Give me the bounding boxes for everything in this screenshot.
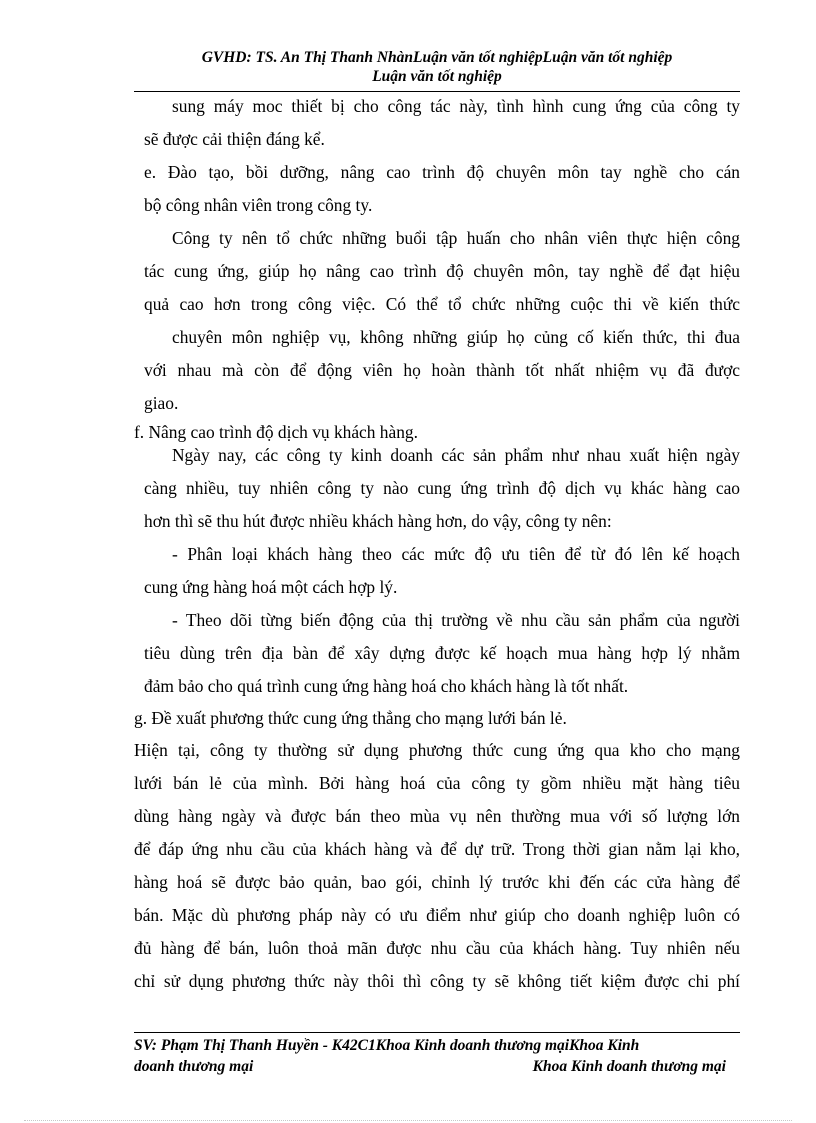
text-line: - Theo dõi từng biến động của thị trường về nhu cầu sản phẩm của người [172, 610, 740, 630]
header-line-1: GVHD: TS. An Thị Thanh NhànLuận văn tốt nghiệpLuận văn tốt nghiệp [201, 49, 673, 66]
text-line: hàng hoá sẽ được bảo quản, bao gói, chỉnh lý trước khi đến các cửa hàng để [134, 872, 740, 892]
text-line: cung ứng hàng hoá một cách hợp lý. [144, 577, 398, 597]
footer-line-1: SV: Phạm Thị Thanh Huyền - K42C1Khoa Kinh doanh thương mạiKhoa Kinh [134, 1037, 640, 1054]
text-line: đủ hàng để bán, luôn thoả mãn được nhu cầu của khách hàng. Tuy nhiên nếu [134, 938, 740, 958]
text-line: sẽ được cải thiện đáng kể. [144, 129, 325, 149]
section-heading: g. Đề xuất phương thức cung ứng thẳng cho mạng lưới bán lẻ. [134, 708, 567, 728]
text-line: đảm bảo cho quá trình cung ứng hàng hoá cho khách hàng là tốt nhất. [144, 676, 629, 696]
footer-line-2-right: Khoa Kinh doanh thương mại [532, 1058, 726, 1075]
header-divider [134, 91, 740, 92]
text-line: Hiện tại, công ty thường sử dụng phương thức cung ứng qua kho cho mạng [134, 740, 740, 760]
text-line: dùng hàng ngày và được bán theo mùa vụ nên thường mua với số lượng lớn [134, 806, 740, 826]
page-header [134, 48, 740, 86]
text-line: càng nhiều, tuy nhiên công ty nào cung ứng trình độ dịch vụ khác hàng cao [144, 478, 740, 498]
text-line: chuyên môn nghiệp vụ, không những giúp họ củng cố kiến thức, thi đua [172, 327, 740, 347]
text-line: với nhau mà còn để động viên họ hoàn thành tốt nhất nhiệm vụ đã được [144, 360, 740, 380]
footer-line-2-left: doanh thương mại [134, 1058, 254, 1075]
text-line: quả cao hơn trong công việc. Có thể tổ chức những cuộc thi về kiến thức [144, 294, 740, 314]
text-line: chỉ sử dụng phương thức này thôi thì công ty sẽ không tiết kiệm được chi phí [134, 971, 740, 991]
page-edge-dotted-line [24, 1120, 792, 1121]
text-line: hơn thì sẽ thu hút được nhiều khách hàng hơn, do vậy, công ty nên: [144, 511, 612, 531]
header-line-2: Luận văn tốt nghiệp [372, 68, 502, 85]
text-line: sung máy moc thiết bị cho công tác này, tình hình cung ứng của công ty [172, 96, 740, 116]
text-line: lưới bán lẻ của mình. Bởi hàng hoá của công ty gồm nhiều mặt hàng tiêu [134, 773, 740, 793]
text-line: bộ công nhân viên trong công ty. [144, 195, 373, 215]
text-line: Ngày nay, các công ty kinh doanh các sản phẩm như nhau xuất hiện ngày [172, 445, 740, 465]
text-line: tác cung ứng, giúp họ nâng cao trình độ chuyên môn, tay nghề để đạt hiệu [144, 261, 740, 281]
text-line: tiêu dùng trên địa bàn để xây dựng được kế hoạch mua hàng hợp lý nhằm [144, 643, 740, 663]
text-line: để đáp ứng nhu cầu của khách hàng và để dự trữ. Trong thời gian nằm lại kho, [134, 839, 740, 859]
text-line: giao. [144, 393, 179, 413]
text-line: e. Đào tạo, bồi dưỡng, nâng cao trình độ chuyên môn tay nghề cho cán [144, 162, 740, 182]
footer-divider [134, 1032, 740, 1033]
text-line: Công ty nên tổ chức những buổi tập huấn cho nhân viên thực hiện công [172, 228, 740, 248]
section-heading: f. Nâng cao trình độ dịch vụ khách hàng. [134, 422, 418, 442]
text-line: - Phân loại khách hàng theo các mức độ ưu tiên để từ đó lên kế hoạch [172, 544, 740, 564]
text-line: bán. Mặc dù phương pháp này có ưu điểm như giúp cho doanh nghiệp luôn có [134, 905, 740, 925]
